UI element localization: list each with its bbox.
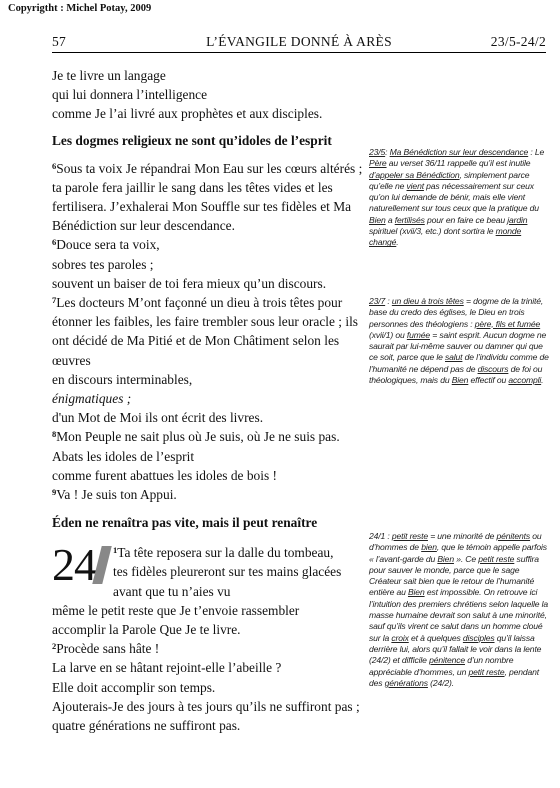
verse-number: 6 [52,237,57,248]
verse-24-1: 24 $^1$Ta tête reposera sur la dalle du tombeau, [52,539,334,591]
note-segment: discours [477,363,509,374]
verse-6b-line: $^6$Douce sera ta voix, [52,237,160,253]
note-segment: = saint esprit. Aucun dogme ne saurait par lui-même sauver ou damner qui que ce soit, parce que le [369,329,547,363]
note-segment: est impossible. On retrouve ici l’intuition des premiers chrétiens selon laquelle la masse humaine devrait son salut à une minorité, sauf qu’ils virent ce salut dans un homme cloué sur la [369,587,548,643]
note-segment: au verset 36/11 rappelle qu’il est inutile [386,158,531,169]
verse-line: d'un Mot de Moi ils ont écrit des livres. [52,410,264,426]
note-segment: pour en faire ce beau [424,214,508,225]
note-segment: pénitents [496,531,531,541]
note-segment: , pendant des [369,666,540,688]
note-segment: 23/7 [369,296,386,306]
note-segment: : Le [528,147,545,157]
verse-line: avant que tu n’aies vu [113,583,231,599]
margin-note-23-7 [369,296,549,386]
note-segment: petit reste [391,531,428,541]
page-number: 57 [52,34,67,49]
note-segment: fumée [406,329,430,340]
note-segment: petit reste [478,553,515,564]
note-segment: disciples [462,632,495,643]
note-segment: (xvii/1) ou [369,329,407,340]
verse-24-2: $^2$Procède sans hâte ! [52,641,160,657]
intro-line: comme Je l’ai livré aux prophètes et aux disciples. [52,106,323,122]
note-segment: spirituel (xvii/3, etc.) dont sortira le [369,226,496,237]
note-segment: fertilisés [394,214,425,225]
note-segment: pénitence [429,655,465,666]
note-segment: . [396,237,399,248]
verse-number: 8 [52,429,57,440]
verse-range: 23/5-24/2 [490,34,546,49]
note-segment: ». Ce [453,553,479,564]
note-segment: accompli [508,375,542,386]
verse-line: tes fidèles pleureront sur tes mains glacées [113,564,342,580]
section-title: Éden ne renaîtra pas vite, mais il peut renaître [52,515,318,531]
note-segment: 24/1 [369,531,386,541]
verse-number: 7 [52,295,57,306]
note-segment: père, fils et fumée [474,318,541,329]
verse-line: La larve en se hâtant rejoint-elle l’abeille ? [52,660,282,676]
verse-9: $^9$Va ! Je suis ton Appui. [52,487,177,503]
running-title: L’ÉVANGILE DONNÉ À ARÈS [206,34,392,49]
note-segment: : [385,296,392,306]
verse-line: souvent un baiser de toi fera mieux qu’un discours. [52,275,327,291]
note-segment: jardin [507,214,528,225]
note-segment: : [385,147,390,157]
verse-6: $^6$Sous ta voix Je répandrai Mon Eau sur les cœurs altérés ; ta parole fera jaillir le sang dans les têtes vides et les fertilisera. J’exhalerai Mon Souffle sur tes fidèles et Ma Bénédiction sur leur descendance. [52,160,363,234]
note-segment: de foi ou théologiques, mais du [369,363,543,386]
verse-line: en discours interminables, [52,371,193,387]
note-segment: un dieu à trois têtes [391,296,464,306]
chapter-number: 24 [52,539,96,591]
section-title: Les dogmes religieux ne sont qu’idoles de l’esprit [52,132,332,148]
note-segment: générations [384,677,428,688]
note-segment: Bien [369,214,386,225]
note-segment: monde changé [369,226,522,248]
note-segment: (24/2). [427,677,454,688]
note-segment: 23/5 [369,147,386,157]
note-segment: d’appeler sa Bénédiction [369,169,460,180]
note-segment: croix [391,632,409,643]
note-segment: , que le témoin appelle parfois « l’avant-garde du [369,542,547,564]
verse-line: Abats les idoles de l’esprit [52,448,195,464]
note-segment: qu’il laissa derrière lui, alors qu’il fallait le voir dans la lente (24/2) et difficile [369,632,542,666]
verse-number: 6 [52,160,57,171]
verse-line: sobres tes paroles ; [52,256,154,272]
note-segment: Bien [451,375,469,386]
main-text [52,66,364,735]
note-segment: et à quelques [408,632,463,643]
note-segment: ou d’hommes de [369,531,542,553]
note-segment: . [541,375,544,386]
verse-line: même le petit reste que Je t’envoie rassembler [52,602,300,618]
note-segment: Ma Bénédiction sur leur descendance [389,147,529,157]
note-segment: Bien [437,553,454,564]
note-segment: = une minorité de [427,531,497,541]
margin-note-24-1 [369,531,549,689]
intro-line: qui lui donnera l’intelligence [52,87,208,103]
note-segment: salut [445,352,463,363]
note-segment: Père [369,158,387,169]
chapter-marker [52,539,107,591]
verse-line: comme furent abattues les idoles de bois ! [52,467,277,483]
note-segment: petit reste [468,666,505,677]
note-segment: = dogme de la trinité, base du credo des églises, le Dieu en trois personnes des théologiens : [369,296,544,329]
note-segment: Bien [407,587,425,598]
verse-7: $^7$Les docteurs M’ont façonné un dieu à trois têtes pour étonner les faibles, les faire trembler sous leur oracle ; ils ont décidé de Ma Pitié et de Mon Châtiment selon les œuvres [52,295,359,368]
copyright-line: Copyrigtht : Michel Potay, 2009 [8,3,152,14]
verse-number: 1 [113,545,118,556]
verse-number: 9 [52,487,57,498]
verse-line: Elle doit accomplir son temps. [52,679,216,695]
note-segment: a [385,214,395,225]
note-segment: effectif ou [468,375,509,386]
verse-line: Ajouterais-Je des jours à tes jours qu’ils ne suffiront pas ; quatre générations ne suffiront pas. [52,698,360,734]
margin-note-23-5 [369,147,549,249]
note-segment: bien [421,542,437,553]
verse-line: énigmatiques ; [52,391,132,407]
verse-line: accomplir la Parole Que Je te livre. [52,622,241,638]
verse-number: 2 [52,641,57,652]
note-segment: vient [406,180,424,191]
note-segment: de l’individu comme de l’humanité ne dépend pas de [369,352,549,374]
verse-8: $^8$Mon Peuple ne sait plus où Je suis, où Je ne suis pas. [52,429,340,445]
note-segment: pas nécessairement sur ceux qu’on lui demande de bénir, mais elle vient naturellement sur tous ceux que la pratique du [369,180,539,214]
intro-line: Je te livre un langage [52,68,166,83]
note-segment: d’un nombre appréciable d’hommes, un [369,655,514,677]
header-rule [52,52,546,53]
note-segment: : [385,531,392,541]
note-segment: suffira pour sauver le monde, parce que le sage Créateur sait bien que le retour de l’humanité entière au [369,553,539,598]
note-segment: , simplement parce qu’elle ne [369,169,530,191]
